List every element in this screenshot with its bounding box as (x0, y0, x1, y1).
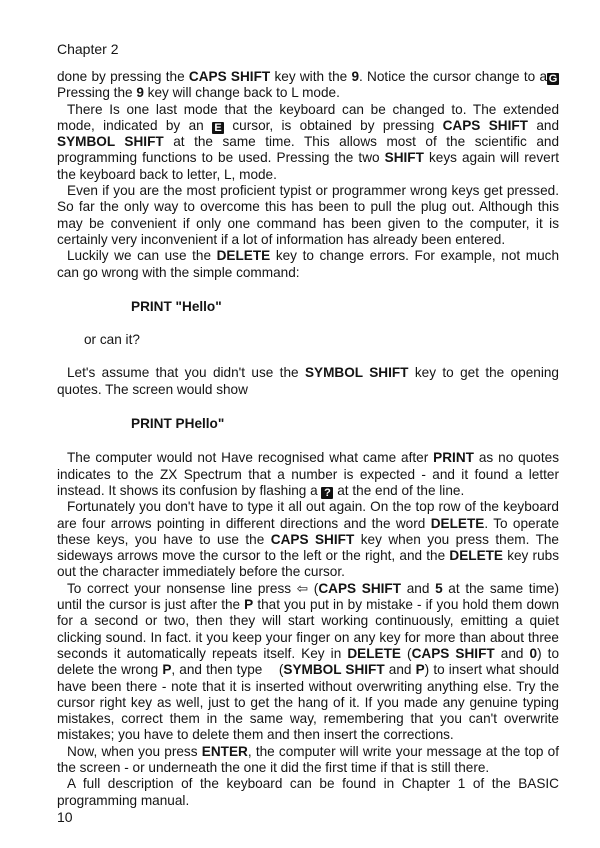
text: ( (400, 645, 412, 661)
text: ) to insert what should have been there - note that it is inserted without overwriting anything else. Try the cursor right key as well, just to get the hang of it. If you made any genuine typing mistakes, correct them in the same way, remembering that you can't overwrite mistakes; you have to delete them and then insert the corrections. (57, 662, 560, 743)
chapter-header: Chapter 2 (57, 41, 119, 57)
bold-term: CAPS SHIFT (442, 117, 528, 133)
paragraph-3: Even if you are the most proficient typist or programmer wrong keys get pressed. So far the only way to overcome this has been to pull the plug out. Although this may be convenient if only one command has been given to the computer, it is certainly very inconvenient if a lot of information has already been entered. (57, 183, 559, 247)
extended-cursor-icon: E (212, 122, 224, 134)
text: and (494, 645, 530, 661)
text: ( (308, 580, 319, 596)
bold-term: 9 (351, 69, 360, 84)
bold-term: DELETE (430, 515, 485, 531)
paragraph-2 (57, 102, 559, 183)
code-example-2: PRINT PHello" (131, 416, 225, 432)
paragraph-4 (57, 248, 559, 281)
text: keys again will revert the keyboard back to letter, L, mode. (57, 150, 560, 182)
text: . To operate these keys, you have to use the (57, 515, 560, 547)
bold-term: 0 (529, 645, 538, 661)
text: key rubs out the character immediately before the cursor. (57, 548, 559, 580)
text: that you put in by mistake - if you hold them down for a second or two, then they will start working continuously, emitting a quiet clicking sound. In fact. it you keep your finger on any key for more than about three seconds it automatically repeats itself. Key in (57, 597, 560, 661)
text: and (401, 580, 436, 596)
text: and (528, 117, 560, 133)
paragraph-6 (57, 365, 559, 398)
paragraph-10 (57, 744, 559, 777)
bold-term: P (162, 662, 172, 678)
bold-term: SHIFT (384, 150, 424, 166)
text: Let's assume that you didn't use the (67, 365, 305, 381)
text: at the end of the line. (333, 482, 465, 498)
paragraph-5: or can it? (84, 332, 140, 348)
bold-term: PRINT (433, 450, 474, 466)
text: at the same time) until the cursor is just after the (57, 580, 560, 613)
text: key with the (270, 69, 352, 84)
text: key to get the opening quotes. The screen would show (57, 365, 559, 397)
text: Now, when you press (67, 743, 202, 759)
paragraph-8 (57, 499, 559, 580)
text: cursor, is obtained by pressing (224, 117, 443, 133)
paragraph-9 (57, 581, 559, 744)
text: , and then type ( (171, 662, 284, 678)
text: done by pressing the (57, 69, 189, 84)
text: , the computer will write your message at the top of the screen - or underneath the one it did the first time if that is still there. (57, 743, 559, 775)
error-cursor-icon: ? (321, 487, 333, 499)
text: ) to delete the wrong (57, 645, 560, 678)
bold-term: ENTER (201, 743, 248, 759)
text: Pressing the (57, 85, 137, 101)
text: Luckily we can use the (67, 248, 217, 264)
bold-term: SYMBOL SHIFT (57, 134, 164, 150)
bold-term: SYMBOL SHIFT (283, 662, 385, 678)
left-arrow-icon: ⇦ (296, 580, 309, 596)
page-body (57, 69, 559, 809)
text: and (384, 662, 416, 678)
paragraph-7 (57, 450, 559, 499)
text: key will change back to L mode. (143, 85, 340, 101)
graphics-cursor-icon: G (548, 73, 558, 85)
text: To correct your nonsense line press (67, 580, 297, 596)
text: . Notice the cursor change to a (359, 69, 548, 84)
bold-term: P (415, 662, 425, 678)
bold-term: CAPS SHIFT (188, 69, 271, 84)
bold-term: DELETE (216, 248, 271, 264)
text: The computer would not Have recognised what came after (67, 450, 434, 466)
text: at the same time. This allows most of the scientific and programming functions to be used. Pressing the two (57, 134, 560, 166)
text: There Is one last mode that the keyboard can be changed to. The extended mode, indicated by an (57, 101, 559, 133)
bold-term: P (244, 597, 254, 613)
text: key when you press them. The sideways arrows move the cursor to the left or the right, and the (57, 531, 559, 564)
text: Fortunately you don't have to type it all out again. On the top row of the keyboard are four arrows pointing in different directions and the word (57, 499, 559, 531)
bold-term: CAPS SHIFT (411, 645, 495, 661)
paragraph-1 (57, 69, 559, 102)
bold-term: DELETE (347, 645, 401, 661)
code-example-1: PRINT "Hello" (131, 298, 222, 314)
bold-term: 5 (435, 580, 443, 596)
page-number: 10 (57, 809, 73, 825)
bold-term: DELETE (449, 548, 503, 564)
bold-term: CAPS SHIFT (270, 531, 355, 547)
bold-term: SYMBOL SHIFT (304, 365, 409, 381)
bold-term: CAPS SHIFT (318, 580, 402, 596)
paragraph-11: A full description of the keyboard can be found in Chapter 1 of the BASIC programming manual. (57, 776, 559, 808)
text: as no quotes indicates to the ZX Spectrum that a number is expected - and it found a letter instead. It shows its confusion by flashing a (57, 450, 560, 498)
bold-term: 9 (136, 85, 144, 101)
text: key to change errors. For example, not much can go wrong with the simple command: (57, 248, 559, 280)
